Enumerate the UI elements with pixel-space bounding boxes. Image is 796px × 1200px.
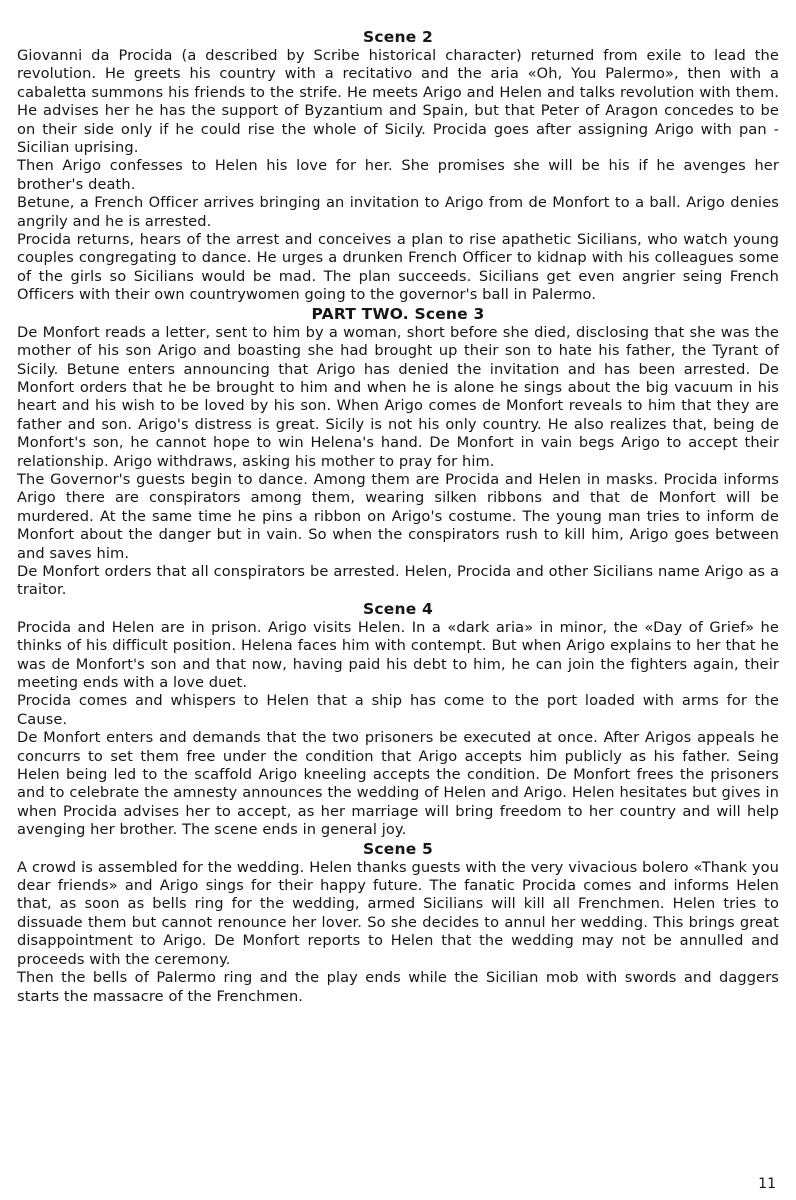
paragraph: Procida comes and whispers to Helen that a ship has come to the port loaded with arms for the Cause. — [17, 692, 779, 728]
paragraph: A crowd is assembled for the wedding. Helen thanks guests with the very vivacious bolero «Thank you dear friends» and Arigo sings for their happy future. The fanatic Procida comes and informs Helen that, as soon as bells ring for the wedding, armed Sicilians will kill all Frenchmen. Helen tries to dissuade them but cannot renounce her lover. So she decides to annul her wedding. This brings great disappointment to Arigo. De Monfort reports to Helen that the wedding may not be annulled and proceeds with the ceremony. — [17, 858, 779, 968]
paragraph: Giovanni da Procida (a described by Scribe historical character) returned from exile to lead the revolution. He greets his country with a recitativo and the aria «Oh, You Palermo», then with a cabaletta summons his friends to the strife. He meets Arigo and Helen and talks revolution with them. He advises her he has the support of Byzantium and Spain, but that Peter of Aragon concedes to be on their side only if he could rise the whole of Sicily. Procida goes after assigning Arigo with pan - Sicilian uprising. — [17, 47, 779, 157]
page-number: 11 — [758, 1176, 776, 1192]
paragraph: Procida and Helen are in prison. Arigo visits Helen. In a «dark aria» in minor, the «Day of Grief» he thinks of his difficult position. Helena faces him with contempt. But when Arigo explains to her that he was de Monfort's son and that now, having paid his debt to him, he can join the fighters again, their meeting ends with a love duet. — [17, 618, 779, 691]
paragraph: Procida returns, hears of the arrest and conceives a plan to rise apathetic Sicilians, who watch young couples congregating to dance. He urges a drunken French Officer to kidnap with his colleagues some of the girls so Sicilians would be mad. The plan succeeds. Sicilians get even angrier seing French Officers with their own countrywomen going to the governor's ball in Palermo. — [17, 231, 779, 304]
paragraph: De Monfort enters and demands that the two prisoners be executed at once. After Arigos appeals he concurrs to set them free under the condition that Arigo accepts him publicly as his father. Seing Helen being led to the scaffold Arigo kneeling accepts the condition. De Monfort frees the prisoners and to celebrate the amnesty announces the wedding of Helen and Arigo. Helen hesitates but gives in when Procida advises her to accept, as her marriage will bring freedom to her country and will help avenging her brother. The scene ends in general joy. — [17, 729, 779, 839]
document-page — [17, 28, 779, 1006]
section-heading-scene-5: Scene 5 — [363, 839, 433, 858]
section-heading-scene-4: Scene 4 — [363, 599, 433, 618]
paragraph: The Governor's guests begin to dance. Among them are Procida and Helen in masks. Procida informs Arigo there are conspirators among them, wearing silken ribbons and that de Monfort will be murdered. At the same time he pins a ribbon on Arigo's costume. The young man tries to inform de Monfort about the danger but in vain. So when the conspirators rush to kill him, Arigo goes between and saves him. — [17, 470, 779, 562]
paragraph: De Monfort orders that all conspirators be arrested. Helen, Procida and other Sicilians name Arigo as a traitor. — [17, 562, 779, 599]
section-heading-scene-2: Scene 2 — [363, 28, 433, 46]
paragraph: Then the bells of Palermo ring and the play ends while the Sicilian mob with swords and daggers starts the massacre of the Frenchmen. — [17, 969, 779, 1005]
paragraph: Betune, a French Officer arrives bringing an invitation to Arigo from de Monfort to a ball. Arigo denies angrily and he is arrested. — [17, 194, 779, 230]
section-heading-part-two-scene-3: PART TWO. Scene 3 — [311, 304, 485, 323]
paragraph: Then Arigo confesses to Helen his love for her. She promises she will be his if he avenges her brother's death. — [17, 157, 779, 193]
paragraph: De Monfort reads a letter, sent to him by a woman, short before she died, disclosing that she was the mother of his son Arigo and boasting she had brought up their son to hate his father, the Tyrant of Sicily. Betune enters announcing that Arigo has denied the invitation and has been arrested. De Monfort orders that he be brought to him and when he is alone he sings about the big vacuum in his heart and his wish to be loved by his son. When Arigo comes de Monfort reveals to him that they are father and son. Arigo's distress is great. Sicily is not his only country. He also realizes that, being de Monfort's son, he cannot hope to win Helena's hand. De Monfort in vain begs Arigo to accept their relationship. Arigo withdraws, asking his mother to pray for him. — [17, 323, 779, 470]
